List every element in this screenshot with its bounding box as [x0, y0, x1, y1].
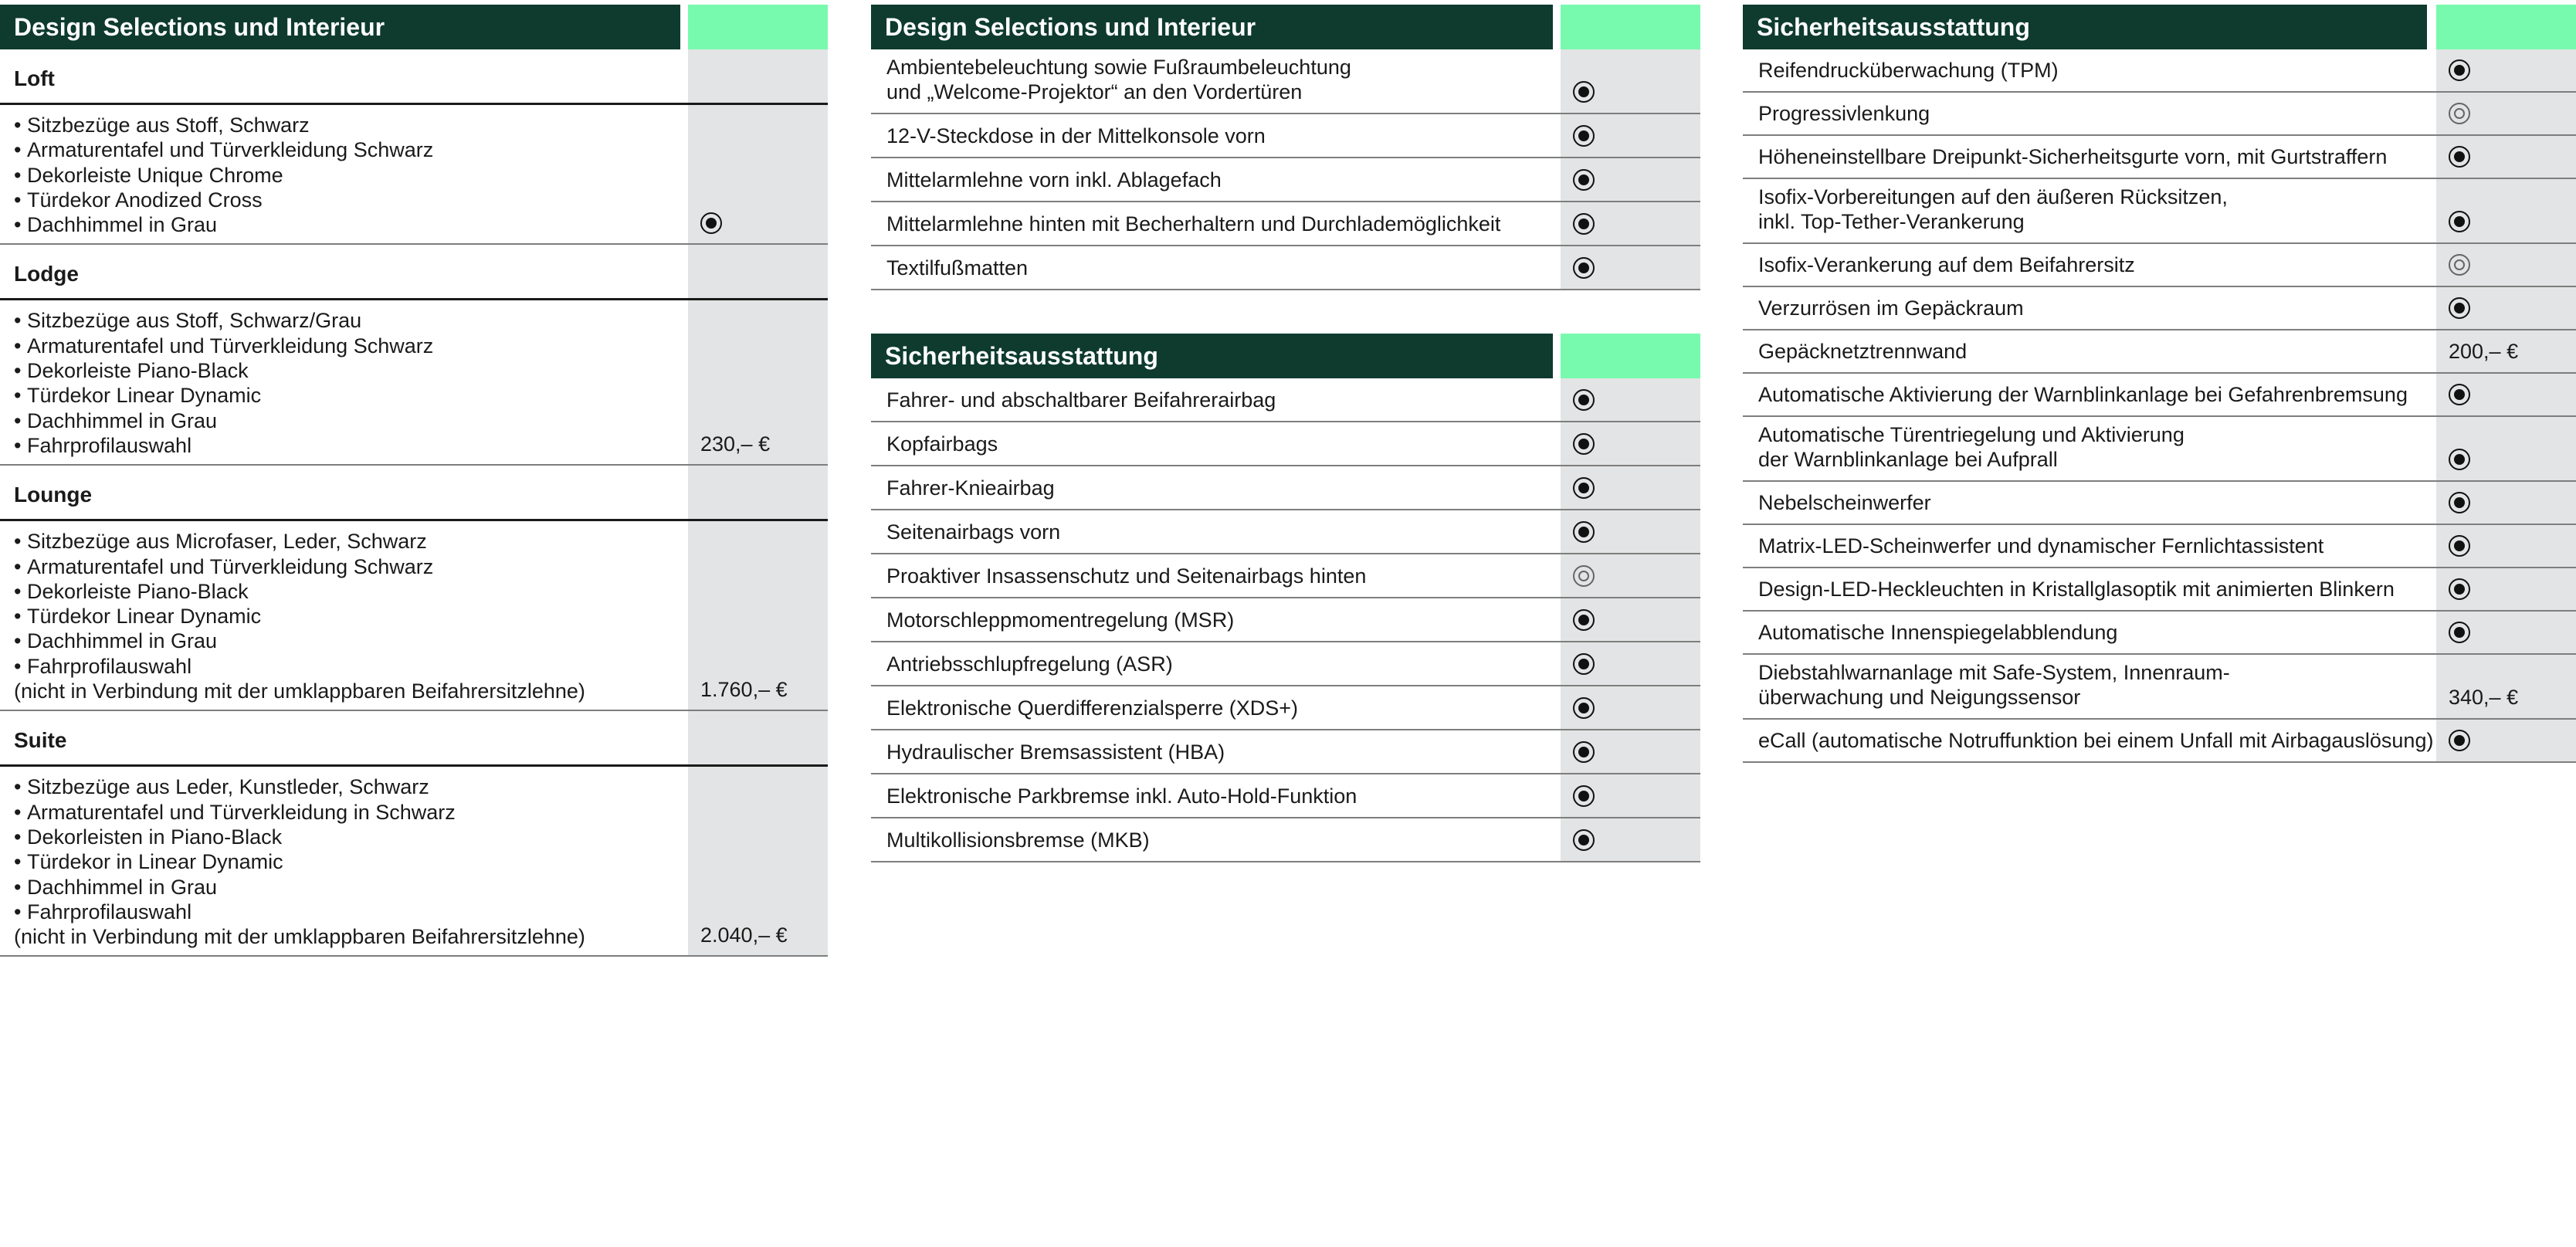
list-item: • Sitzbezüge aus Leder, Kunstleder, Schwarz: [14, 774, 688, 799]
table-row: [871, 598, 1700, 642]
filled-circle-icon: [1573, 213, 1595, 235]
column-middle: [871, 0, 1700, 862]
table-row: [871, 818, 1700, 862]
table-row: [1743, 568, 2576, 612]
table-row: [871, 774, 1700, 818]
filled-circle-icon: [1573, 81, 1595, 103]
package-body: [0, 105, 828, 245]
feature-label: Verzurrösen im Gepäckraum: [1758, 297, 2024, 320]
design-selections-table: [0, 5, 828, 957]
filled-circle-icon: [2449, 59, 2470, 81]
feature-label: Motorschleppmomentregelung (MSR): [886, 608, 1235, 632]
feature-value: [2436, 136, 2576, 178]
hollow-circle-icon: [1573, 565, 1595, 587]
package-items: [0, 767, 688, 955]
table-title: Sicherheitsausstattung: [871, 334, 1553, 378]
table-row: [871, 114, 1700, 158]
feature-label: Nebelscheinwerfer: [1758, 491, 1931, 514]
table-row: [1743, 287, 2576, 330]
feature-value: [2436, 287, 2576, 329]
list-item: • Fahrprofilauswahl: [14, 654, 688, 679]
list-item: • Dekorleiste Piano-Black: [14, 358, 688, 383]
feature-value: [1561, 378, 1700, 421]
feature-value: [2436, 179, 2576, 242]
accent-header-cell: [2436, 5, 2576, 49]
feature-value: [2436, 612, 2576, 653]
feature-label: Antriebsschlupfregelung (ASR): [886, 652, 1173, 676]
table-row: [871, 730, 1700, 774]
list-item: • Türdekor Anodized Cross: [14, 188, 688, 212]
list-item: • Türdekor Linear Dynamic: [14, 383, 688, 408]
package-value: [688, 300, 828, 464]
feature-value: [2436, 244, 2576, 286]
feature-label: Matrix-LED-Scheinwerfer und dynamischer Fernlichtassistent: [1758, 534, 2324, 557]
table-row: [1743, 136, 2576, 179]
filled-circle-icon: [2449, 146, 2470, 168]
list-item: • Sitzbezüge aus Microfaser, Leder, Schwarz: [14, 529, 688, 554]
package-items: [0, 521, 688, 710]
package-value: [688, 521, 828, 710]
feature-value: [2436, 374, 2576, 415]
feature-label: eCall (automatische Notruffunktion bei einem Unfall mit Airbagauslösung): [1758, 729, 2434, 752]
feature-label: Mittelarmlehne vorn inkl. Ablagefach: [886, 168, 1222, 191]
table-title: Design Selections und Interieur: [0, 5, 680, 49]
table-header: [1743, 5, 2576, 49]
feature-label: Fahrer- und abschaltbarer Beifahrerairbag: [886, 388, 1276, 412]
table-row: [1743, 655, 2576, 720]
hollow-circle-icon: [2449, 254, 2470, 276]
feature-label: Multikollisionsbremse (MKB): [886, 829, 1150, 852]
filled-circle-icon: [2449, 211, 2470, 232]
table-header: [0, 5, 828, 49]
price-label: 1.760,– €: [700, 678, 788, 702]
feature-rows: [1743, 49, 2576, 763]
filled-circle-icon: [2449, 492, 2470, 513]
table-row: [871, 158, 1700, 202]
price-label: 340,– €: [2449, 686, 2519, 709]
feature-value: [2436, 655, 2576, 718]
feature-value: [1561, 202, 1700, 245]
filled-circle-icon: [2449, 535, 2470, 557]
list-item: • Dachhimmel in Grau: [14, 875, 688, 900]
feature-value: [2436, 330, 2576, 372]
feature-label: Ambientebeleuchtung sowie Fußraumbeleuchtung und „Welcome-Projektor“ an den Vordertüren: [886, 56, 1351, 103]
safety-table-1: [871, 334, 1700, 862]
package-value: [688, 767, 828, 955]
filled-circle-icon: [1573, 785, 1595, 807]
feature-label: Isofix-Verankerung auf dem Beifahrersitz: [1758, 253, 2135, 276]
filled-circle-icon: [1573, 125, 1595, 147]
filled-circle-icon: [2449, 622, 2470, 643]
feature-value: [2436, 525, 2576, 567]
list-item: • Dachhimmel in Grau: [14, 408, 688, 433]
feature-label: Automatische Türentriegelung und Aktivierung der Warnblinkanlage bei Aufprall: [1758, 423, 2185, 471]
filled-circle-icon: [1573, 477, 1595, 499]
column-safety: [1743, 0, 2576, 763]
list-item: • Dekorleiste Unique Chrome: [14, 163, 688, 188]
filled-circle-icon: [1573, 433, 1595, 455]
table-row: [871, 422, 1700, 466]
price-label: 230,– €: [700, 432, 771, 456]
feature-value: [1561, 554, 1700, 597]
feature-value: [1561, 422, 1700, 465]
feature-value: [1561, 49, 1700, 113]
filled-circle-icon: [1573, 169, 1595, 191]
feature-value: [1561, 246, 1700, 289]
package-name: Loft: [14, 66, 55, 90]
feature-label: Reifendrucküberwachung (TPM): [1758, 59, 2059, 82]
list-item: • Türdekor Linear Dynamic: [14, 604, 688, 629]
feature-value: [1561, 466, 1700, 509]
list-item: • Armaturentafel und Türverkleidung Schwarz: [14, 334, 688, 358]
package-list: [0, 49, 828, 957]
table-row: [871, 466, 1700, 510]
filled-circle-icon: [1573, 521, 1595, 543]
filled-circle-icon: [1573, 697, 1595, 719]
feature-label: Proaktiver Insassenschutz und Seitenairbags hinten: [886, 564, 1367, 588]
feature-rows: [871, 49, 1700, 290]
list-item: • Fahrprofilauswahl: [14, 900, 688, 924]
table-row: [871, 49, 1700, 114]
list-item: • Dekorleiste Piano-Black: [14, 579, 688, 604]
table-header: [871, 5, 1700, 49]
package-name: Lodge: [14, 262, 79, 286]
table-row: [871, 510, 1700, 554]
package-name: Lounge: [14, 483, 93, 507]
package-items: [0, 105, 688, 243]
list-item: • Armaturentafel und Türverkleidung Schwarz: [14, 137, 688, 162]
filled-circle-icon: [1573, 609, 1595, 631]
table-row: [871, 246, 1700, 290]
list-item: • Armaturentafel und Türverkleidung Schwarz: [14, 554, 688, 579]
table-row: [1743, 49, 2576, 93]
feature-rows: [871, 378, 1700, 862]
list-item: • Dachhimmel in Grau: [14, 212, 688, 237]
feature-value: [2436, 417, 2576, 480]
package-note: (nicht in Verbindung mit der umklappbaren Beifahrersitzlehne): [14, 925, 585, 949]
filled-circle-icon: [2449, 297, 2470, 319]
feature-label: Elektronische Querdifferenzialsperre (XDS+): [886, 696, 1298, 720]
table-title: Design Selections und Interieur: [871, 5, 1553, 49]
package-header: [0, 49, 828, 105]
filled-circle-icon: [1573, 741, 1595, 763]
feature-label: Textilfußmatten: [886, 256, 1029, 280]
package-body: [0, 767, 828, 957]
feature-label: Isofix-Vorbereitungen auf den äußeren Rücksitzen, inkl. Top-Tether-Verankerung: [1758, 185, 2228, 233]
package-header: [0, 466, 828, 521]
list-item: • Türdekor in Linear Dynamic: [14, 849, 688, 874]
package-header: [0, 245, 828, 300]
feature-value: [1561, 598, 1700, 641]
feature-label: Hydraulischer Bremsassistent (HBA): [886, 740, 1225, 764]
feature-label: Seitenairbags vorn: [886, 520, 1061, 544]
table-row: [1743, 330, 2576, 374]
feature-label: Gepäcknetztrennwand: [1758, 340, 1968, 363]
table-row: [871, 642, 1700, 686]
filled-circle-icon: [2449, 578, 2470, 600]
table-title: Sicherheitsausstattung: [1743, 5, 2427, 49]
filled-circle-icon: [1573, 389, 1595, 411]
accent-header-cell: [1561, 5, 1700, 49]
list-item: • Armaturentafel und Türverkleidung in Schwarz: [14, 800, 688, 825]
filled-circle-icon: [2449, 730, 2470, 751]
feature-value: [1561, 158, 1700, 201]
table-row: [871, 202, 1700, 246]
feature-label: Fahrer-Knieairbag: [886, 476, 1055, 500]
feature-label: Elektronische Parkbremse inkl. Auto-Hold-Funktion: [886, 784, 1357, 808]
feature-label: Automatische Innenspiegelabblendung: [1758, 621, 2118, 644]
table-row: [1743, 612, 2576, 655]
table-row: [1743, 720, 2576, 763]
feature-label: Diebstahlwarnanlage mit Safe-System, Innenraum- überwachung und Neigungssensor: [1758, 661, 2230, 709]
feature-label: Kopfairbags: [886, 432, 998, 456]
feature-value: [2436, 49, 2576, 91]
package-note: (nicht in Verbindung mit der umklappbaren Beifahrersitzlehne): [14, 679, 585, 703]
feature-value: [1561, 730, 1700, 773]
list-item: • Fahrprofilauswahl: [14, 433, 688, 458]
package-header: [0, 711, 828, 767]
feature-value: [1561, 686, 1700, 729]
feature-value: [2436, 93, 2576, 134]
feature-value: [2436, 568, 2576, 610]
feature-value: [1561, 510, 1700, 553]
feature-value: [1561, 774, 1700, 817]
feature-value: [2436, 482, 2576, 524]
table-row: [871, 686, 1700, 730]
feature-label: Automatische Aktivierung der Warnblinkanlage bei Gefahrenbremsung: [1758, 383, 2408, 406]
feature-value: [2436, 720, 2576, 761]
table-row: [1743, 525, 2576, 568]
filled-circle-icon: [700, 212, 722, 234]
price-label: 200,– €: [2449, 340, 2519, 363]
list-item: • Dachhimmel in Grau: [14, 629, 688, 653]
feature-label: Progressivlenkung: [1758, 102, 1930, 125]
feature-label: Design-LED-Heckleuchten in Kristallglasoptik mit animierten Blinkern: [1758, 578, 2395, 601]
feature-label: 12-V-Steckdose in der Mittelkonsole vorn: [886, 124, 1266, 147]
package-value: [688, 105, 828, 243]
table-row: [1743, 244, 2576, 287]
table-row: [1743, 417, 2576, 482]
list-item: • Dekorleisten in Piano-Black: [14, 825, 688, 849]
column-design-selections: [0, 0, 828, 957]
table-header: [871, 334, 1700, 378]
accent-header-cell: [688, 5, 828, 49]
list-item: • Sitzbezüge aus Stoff, Schwarz/Grau: [14, 308, 688, 333]
package-body: [0, 521, 828, 711]
filled-circle-icon: [1573, 829, 1595, 851]
filled-circle-icon: [2449, 384, 2470, 405]
design-selections-table-2: [871, 5, 1700, 290]
package-name: Suite: [14, 728, 67, 753]
table-row: [871, 554, 1700, 598]
table-row: [1743, 374, 2576, 417]
safety-table-2: [1743, 5, 2576, 763]
feature-label: Höheneinstellbare Dreipunkt-Sicherheitsgurte vorn, mit Gurtstraffern: [1758, 145, 2388, 168]
table-row: [1743, 482, 2576, 525]
table-row: [1743, 93, 2576, 136]
feature-label: Mittelarmlehne hinten mit Becherhaltern und Durchlademöglichkeit: [886, 212, 1501, 236]
package-items: [0, 300, 688, 464]
table-row: [1743, 179, 2576, 244]
filled-circle-icon: [1573, 653, 1595, 675]
price-label: 2.040,– €: [700, 923, 788, 947]
feature-value: [1561, 114, 1700, 157]
list-item: • Sitzbezüge aus Stoff, Schwarz: [14, 113, 688, 137]
hollow-circle-icon: [2449, 103, 2470, 124]
filled-circle-icon: [1573, 257, 1595, 279]
feature-value: [1561, 642, 1700, 685]
table-row: [871, 378, 1700, 422]
accent-header-cell: [1561, 334, 1700, 378]
filled-circle-icon: [2449, 449, 2470, 470]
package-body: [0, 300, 828, 466]
feature-value: [1561, 818, 1700, 861]
